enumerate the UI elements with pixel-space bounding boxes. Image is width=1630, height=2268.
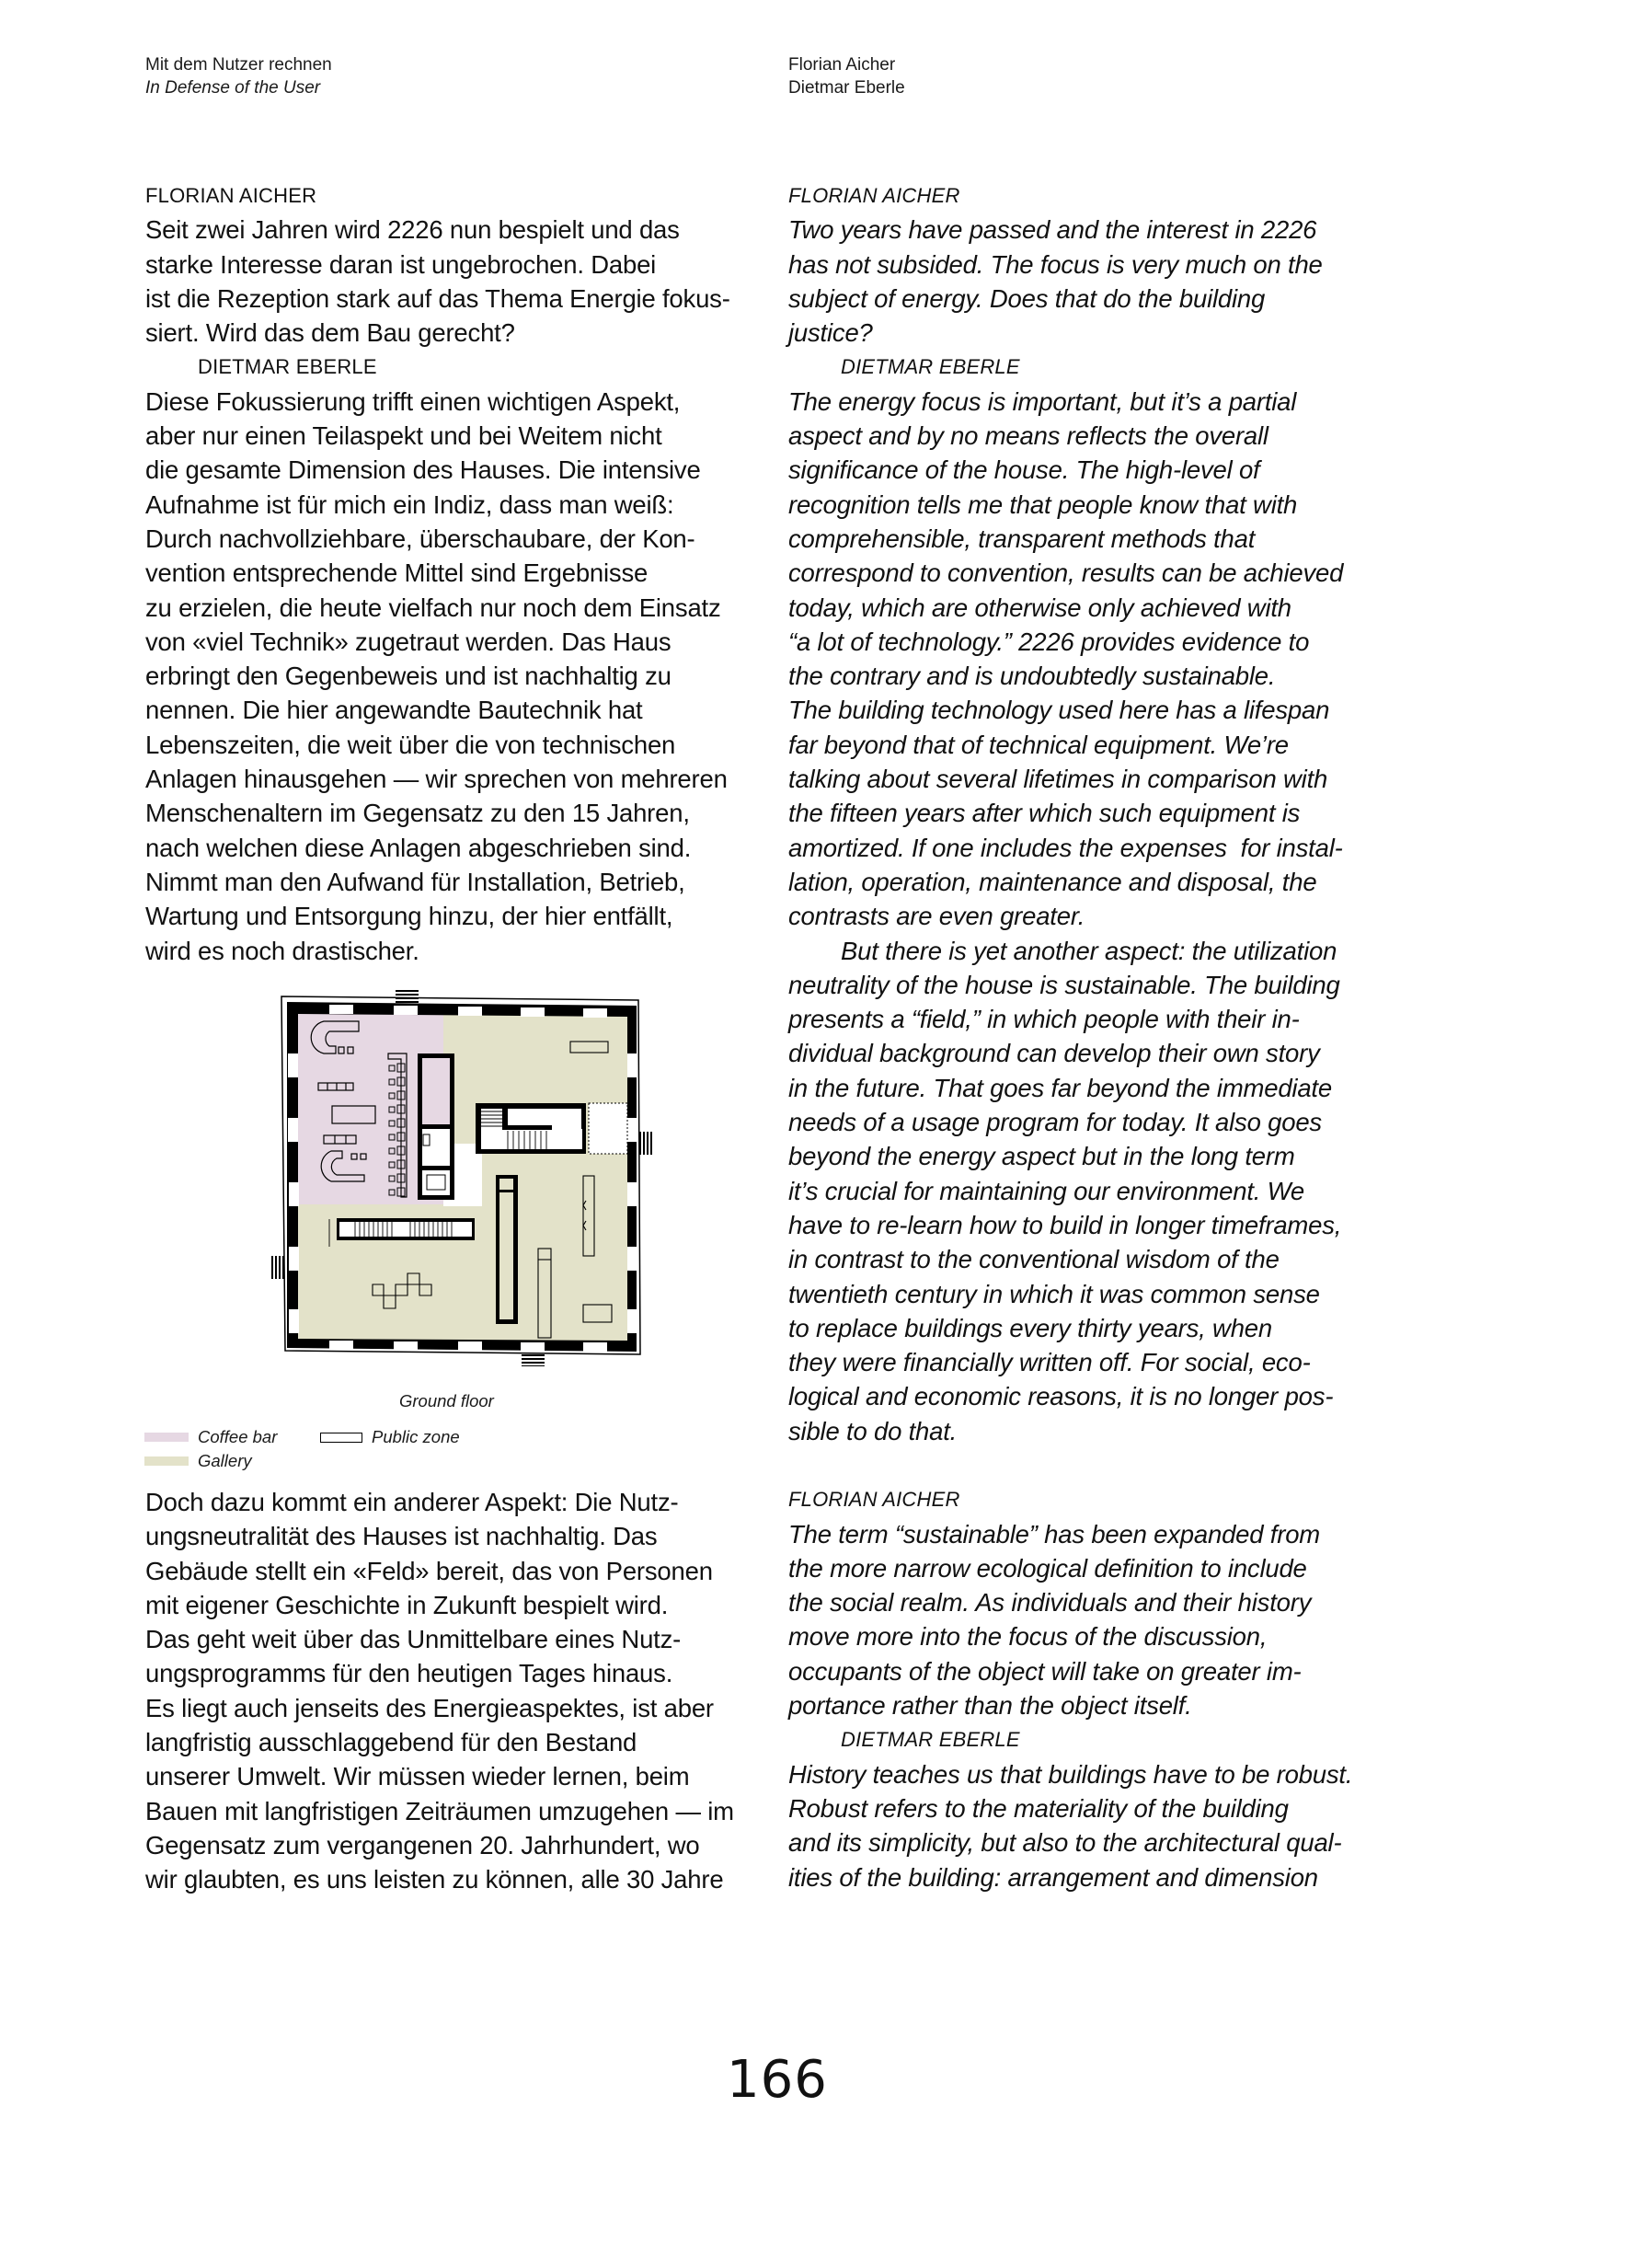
text-line: logical and economic reasons, it is no longer pos- [788,1382,1334,1411]
text-line: aber nur einen Teilaspekt und bei Weitem nicht [145,421,662,451]
text-line: they were financially written off. For social, eco- [788,1348,1311,1377]
text-line: “a lot of technology.” 2226 provides evidence to [788,627,1310,656]
text-line: Das geht weit über das Unmittelbare eines Nutz- [145,1625,682,1654]
text-line: Doch dazu kommt ein anderer Aspekt: Die Nutz- [145,1488,679,1516]
text-line: and its simplicity, but also to the architectural qual- [788,1828,1342,1858]
text-line: wird es noch drastischer. [145,936,419,965]
text-line: mit eigener Geschichte in Zukunft bespielt wird. [145,1590,669,1619]
legend-label: Gallery [198,1451,252,1470]
legend-label: Public zone [372,1427,460,1446]
text-line: Durch nachvollziehbare, überschaubare, der Kon- [145,524,695,553]
text-line: siert. Wird das dem Bau gerecht? [145,318,515,348]
english-column [788,178,1432,1894]
text-line: vention entsprechende Mittel sind Ergebnisse [145,558,649,588]
text-line: neutrality of the house is sustainable. The building [788,970,1340,999]
text-line: in the future. That goes far beyond the immediate [788,1073,1332,1102]
text-line: presents a “field,” in which people with their in- [788,1005,1300,1034]
text-line: Bauen mit langfristigen Zeiträumen umzugehen — im [145,1796,734,1825]
text-line: Wartung und Entsorgung hinzu, der hier entfällt, [145,902,673,931]
text-line: portance rather than the object itself. [788,1691,1192,1721]
text-line: Aufnahme ist für mich ein Indiz, dass man weiß: [145,489,674,519]
author-2: Dietmar Eberle [788,78,905,98]
figure-caption: Ground floor [399,1391,494,1410]
text-line: the social realm. As individuals and their history [788,1588,1312,1618]
text-line: Menschenaltern im Gegensatz zu den 15 Jahren, [145,799,690,828]
text-line: sible to do that. [788,1416,958,1445]
text-line: langfristig ausschlaggebend für den Bestand [145,1728,637,1757]
speaker-label: FLORIAN AICHER [145,184,317,207]
floor-plan-drawing [267,980,653,1366]
text-line: far beyond that of technical equipment. We’re [788,730,1289,759]
legend-swatch-coffee-bar [144,1433,189,1442]
running-header-left [145,53,332,99]
speaker-label: DIETMAR EBERLE [198,355,377,379]
text-line: Diese Fokussierung trifft einen wichtigen Aspekt, [145,386,681,416]
german-column-bottom [145,1485,789,1897]
text-line: History teaches us that buildings have to be robust. [788,1759,1353,1789]
text-line: starke Interesse daran ist ungebrochen. Dabei [145,249,657,279]
text-line: justice? [788,318,873,348]
speaker-label: DIETMAR EBERLE [841,355,1020,379]
page-number: 166 [727,2050,828,2110]
text-line: recognition tells me that people know that with [788,489,1298,519]
text-line: nennen. Die hier angewandte Bautechnik hat [145,696,643,725]
speaker-label: FLORIAN AICHER [788,184,960,207]
legend-item-coffee-bar [144,1427,277,1447]
legend-swatch-public-zone [320,1433,362,1443]
text-line: beyond the energy aspect but in the long term [788,1142,1295,1171]
text-line: move more into the focus of the discussion, [788,1622,1268,1652]
text-line: Es liegt auch jenseits des Energieaspektes, ist aber [145,1693,714,1722]
text-line: ist die Rezeption stark auf das Thema Energie fokus- [145,283,730,313]
text-line: unserer Umwelt. Wir müssen wieder lernen, beim [145,1762,690,1791]
speaker-label: FLORIAN AICHER [788,1488,960,1512]
text-line: von «viel Technik» zugetraut werden. Das Haus [145,627,672,656]
text-line: Nimmt man den Aufwand für Installation, Betrieb, [145,867,685,896]
text-line: needs of a usage program for today. It also goes [788,1108,1322,1137]
text-line: significance of the house. The high-level of [788,455,1260,485]
text-line: today, which are otherwise only achieved with [788,593,1291,622]
legend-label: Coffee bar [198,1427,278,1446]
text-line: the contrary and is undoubtedly sustainable. [788,662,1276,691]
text-line: the more narrow ecological definition to include [788,1553,1307,1583]
text-line: lation, operation, maintenance and disposal, the [788,867,1317,896]
text-line: subject of energy. Does that do the building [788,283,1266,313]
text-line: dividual background can develop their own story [788,1039,1320,1068]
text-line: talking about several lifetimes in comparison with [788,765,1328,794]
text-line: occupants of the object will take on greater im- [788,1656,1302,1686]
text-line: erbringt den Gegenbeweis und ist nachhaltig zu [145,662,672,691]
chapter-title-en: In Defense of the User [145,78,321,98]
text-line: die gesamte Dimension des Hauses. Die intensive [145,455,701,485]
text-line: have to re-learn how to build in longer timeframes, [788,1210,1342,1239]
paragraph-gap [788,1448,1432,1482]
text-line: aspect and by no means reflects the overall [788,421,1268,451]
text-line: twentieth century in which it was common sense [788,1279,1320,1308]
text-line: nach welchen diese Anlagen abgeschrieben sind. [145,833,692,862]
text-line: correspond to convention, results can be achieved [788,558,1344,588]
text-line: But there is yet another aspect: the utilization [841,936,1337,965]
text-line: Anlagen hinausgehen — wir sprechen von mehreren [145,765,728,794]
text-line: ities of the building: arrangement and dimension [788,1862,1318,1892]
text-line: Gebäude stellt ein «Feld» bereit, das von Personen [145,1556,713,1585]
text-line: has not subsided. The focus is very much on the [788,249,1323,279]
text-line: to replace buildings every thirty years, when [788,1313,1272,1342]
text-line: it’s crucial for maintaining our environment. We [788,1176,1305,1205]
text-line: The building technology used here has a lifespan [788,696,1330,725]
german-column-top [145,178,789,968]
text-line: contrasts are even greater. [788,902,1085,931]
legend-item-gallery [144,1451,252,1471]
text-line: Gegensatz zum vergangenen 20. Jahrhundert, wo [145,1830,700,1859]
text-line: Lebenszeiten, die weit über die von technischen [145,730,676,759]
text-line: Two years have passed and the interest in 2226 [788,215,1317,245]
text-line: Robust refers to the materiality of the building [788,1793,1289,1823]
author-1: Florian Aicher [788,55,896,75]
floor-plan-figure [267,980,653,1366]
text-line: The term “sustainable” has been expanded from [788,1519,1320,1548]
legend-swatch-gallery [144,1456,189,1466]
chapter-title-de: Mit dem Nutzer rechnen [145,55,332,75]
speaker-label: DIETMAR EBERLE [841,1728,1020,1752]
text-line: amortized. If one includes the expenses for instal- [788,833,1343,862]
text-line: The energy focus is important, but it’s a partial [788,386,1297,416]
text-line: Seit zwei Jahren wird 2226 nun bespielt und das [145,215,680,245]
running-header-right [788,53,905,99]
text-line: in contrast to the conventional wisdom of the [788,1245,1280,1274]
legend-item-public-zone [320,1427,460,1447]
text-line: ungsprogramms für den heutigen Tages hinaus. [145,1659,673,1688]
text-line: zu erzielen, die heute vielfach nur noch dem Einsatz [145,593,721,622]
text-line: wir glaubten, es uns leisten zu können, alle 30 Jahre [145,1865,724,1894]
text-line: comprehensible, transparent methods that [788,524,1256,553]
text-line: ungsneutralität des Hauses ist nachhaltig. Das [145,1522,658,1551]
text-line: the fifteen years after which such equipment is [788,799,1301,828]
